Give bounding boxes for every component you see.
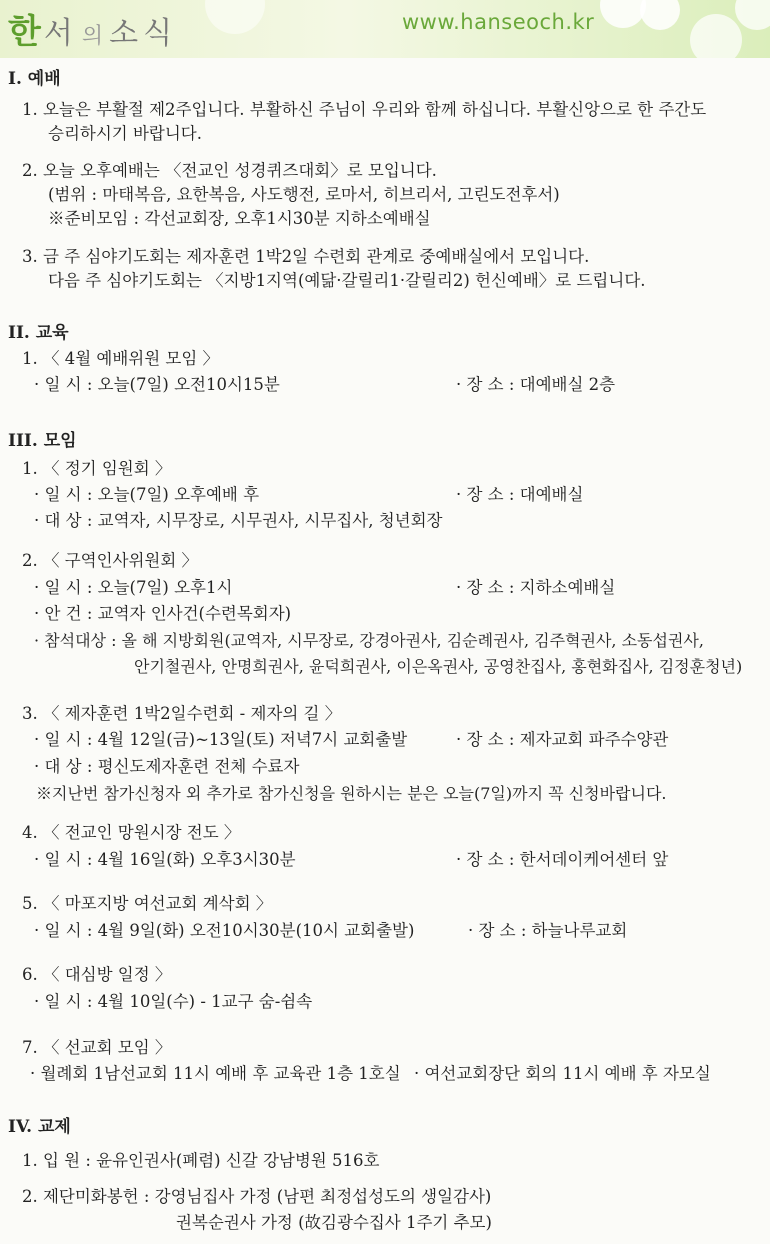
meeting-item-1: 1. 〈 정기 임원회 〉: [22, 459, 172, 478]
title-end: 소식: [109, 16, 178, 51]
meeting-item-3-place: · 장 소 : 제자교회 파주수양관: [456, 730, 669, 749]
meeting-item-5-place: · 장 소 : 하늘나루교회: [468, 921, 628, 940]
meeting-item-4: 4. 〈 전교인 망원시장 전도 〉: [22, 823, 241, 842]
meeting-item-2-agenda: · 안 건 : 교역자 인사건(수련목회자): [34, 604, 292, 623]
section-heading-worship: I. 예배: [8, 69, 61, 89]
education-item-1: 1. 〈 4월 예배위원 모임 〉: [22, 349, 220, 368]
section-heading-fellowship: IV. 교제: [8, 1117, 71, 1137]
worship-item-2-prep: ※준비모임 : 각선교회장, 오후1시30분 지하소예배실: [48, 209, 431, 228]
meeting-item-2-time: · 일 시 : 오늘(7일) 오후1시: [34, 578, 233, 597]
meeting-item-2: 2. 〈 구역인사위원회 〉: [22, 551, 199, 570]
section-heading-meetings: III. 모임: [8, 431, 77, 451]
meeting-item-7-women: · 여선교회장단 회의 11시 예배 후 자모실: [414, 1064, 711, 1083]
meeting-item-3-note: ※지난번 참가신청자 외 추가로 참가신청을 원하시는 분은 오늘(7일)까지 꼭 신청바랍니다.: [36, 784, 667, 803]
meeting-item-7: 7. 〈 선교회 모임 〉: [22, 1038, 172, 1057]
title-particle: 의: [81, 24, 104, 49]
meeting-item-3-target: · 대 상 : 평신도제자훈련 전체 수료자: [34, 757, 300, 776]
worship-item-3-cont: 다음 주 심야기도회는 〈지방1지역(예닮·갈릴리1·갈릴리2) 헌신예배〉로 드립니다.: [48, 271, 646, 290]
meeting-item-1-time: · 일 시 : 오늘(7일) 오후예배 후: [34, 485, 260, 504]
worship-item-3: 3. 금 주 심야기도회는 제자훈련 1박2일 수련회 관계로 중예배실에서 모입니다.: [22, 247, 590, 266]
meeting-item-2-attendees-cont: 안기철권사, 안명희권사, 윤덕희권사, 이은옥권사, 공영찬집사, 홍현화집사, 김정훈청년): [134, 657, 743, 676]
meeting-item-4-place: · 장 소 : 한서데이케어센터 앞: [456, 850, 669, 869]
meeting-item-5: 5. 〈 마포지방 여선교회 계삭회 〉: [22, 894, 273, 913]
meeting-item-4-time: · 일 시 : 4월 16일(화) 오후3시30분: [34, 850, 296, 869]
meeting-item-1-target: · 대 상 : 교역자, 시무장로, 시무권사, 시무집사, 청년회장: [34, 511, 443, 530]
worship-item-2-range: (범위 : 마태복음, 요한복음, 사도행전, 로마서, 히브리서, 고린도전후서): [48, 185, 560, 204]
fellowship-item-2: 2. 제단미화봉헌 : 강영님집사 가정 (남편 최정섭성도의 생일감사): [22, 1187, 492, 1206]
meeting-item-3-time: · 일 시 : 4월 12일(금)~13일(토) 저녁7시 교회출발: [34, 730, 408, 749]
education-item-1-time: · 일 시 : 오늘(7일) 오전10시15분: [34, 375, 280, 394]
section-heading-education: II. 교육: [8, 323, 69, 343]
worship-item-1-cont: 승리하시기 바랍니다.: [48, 124, 202, 143]
worship-item-1: 1. 오늘은 부활절 제2주입니다. 부활하신 주님이 우리와 함께 하십니다. 부활신앙으로 한 주간도: [22, 100, 707, 119]
meeting-item-7-men: · 월례회 1남선교회 11시 예배 후 교육관 1층 1호실: [30, 1064, 401, 1083]
meeting-item-2-place: · 장 소 : 지하소예배실: [456, 578, 616, 597]
title-main: 한: [8, 12, 42, 52]
website-url: www.hanseoch.kr: [402, 10, 595, 34]
title-mid: 서: [43, 16, 76, 51]
meeting-item-5-time: · 일 시 : 4월 9일(화) 오전10시30분(10시 교회출발): [34, 921, 415, 940]
meeting-item-3: 3. 〈 제자훈련 1박2일수련회 - 제자의 길 〉: [22, 704, 342, 723]
meeting-item-1-place: · 장 소 : 대예배실: [456, 485, 584, 504]
meeting-item-2-attendees: · 참석대상 : 올 해 지방회원(교역자, 시무장로, 강경아권사, 김순례권사, 김주혁권사, 소동섭권사,: [34, 631, 704, 650]
fellowship-item-1: 1. 입 원 : 윤유인권사(폐렴) 신갈 강남병원 516호: [22, 1151, 380, 1170]
meeting-item-6: 6. 〈 대심방 일정 〉: [22, 965, 172, 984]
worship-item-2: 2. 오늘 오후예배는 〈전교인 성경퀴즈대회〉로 모입니다.: [22, 161, 437, 180]
education-item-1-place: · 장 소 : 대예배실 2층: [456, 375, 616, 394]
meeting-item-6-time: · 일 시 : 4월 10일(수) - 1교구 숨-쉼속: [34, 992, 313, 1011]
fellowship-item-2-cont: 권복순권사 가정 (故김광수집사 1주기 추모): [176, 1213, 492, 1232]
